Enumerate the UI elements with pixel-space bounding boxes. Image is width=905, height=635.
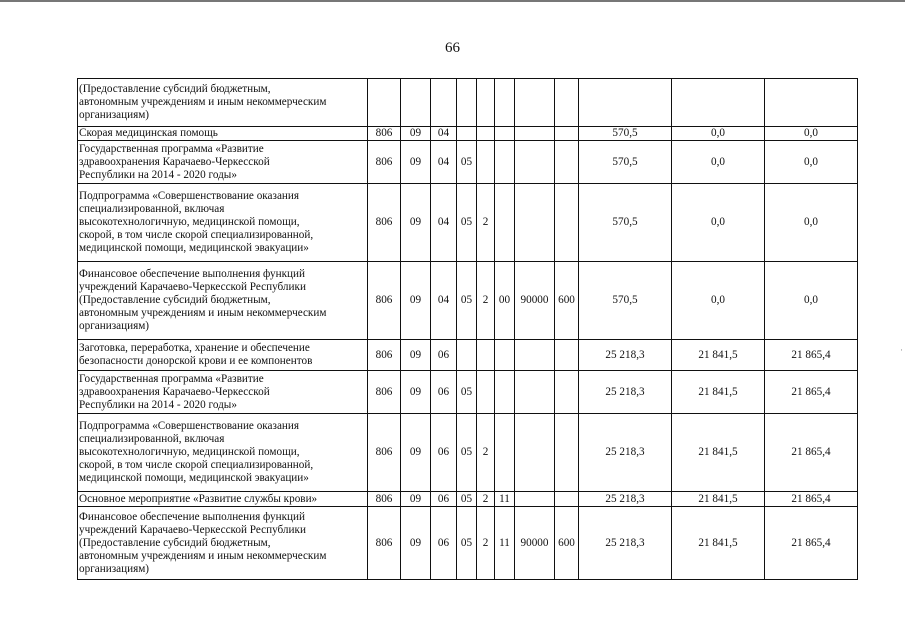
row-name-line: Финансовое обеспечение выполнения функций (79, 268, 306, 280)
row-name-line: Республики на 2014 - 2020 годы» (79, 168, 237, 181)
sum-year-1: 570,5 (579, 262, 672, 340)
code-rz: 09 (401, 414, 431, 492)
code-ved: 806 (368, 371, 401, 414)
sum-year-3: 21 865,4 (765, 414, 858, 492)
code-ved: 806 (368, 141, 401, 184)
code-rz: 09 (401, 340, 431, 371)
code-direction (515, 414, 555, 492)
scan-artifact: · (900, 345, 903, 355)
code-activity (495, 340, 515, 371)
sum-year-1: 570,5 (579, 141, 672, 184)
code-target-program (457, 127, 477, 141)
sum-year-3: 0,0 (765, 141, 858, 184)
row-name-line: Подпрограмма «Совершенствование оказания (79, 420, 300, 432)
code-expense-type (555, 492, 579, 507)
code-subprogram (477, 141, 495, 184)
code-direction: 90000 (515, 507, 555, 580)
sum-year-1: 25 218,3 (579, 414, 672, 492)
code-pr: 06 (431, 371, 457, 414)
code-target-program: 05 (457, 507, 477, 580)
sum-year-3: 21 865,4 (765, 371, 858, 414)
code-direction (515, 371, 555, 414)
row-name-line: Государственная программа «Развитие (79, 372, 264, 385)
sum-year-1 (579, 79, 672, 127)
row-name-line: безопасности донорской крови и ее компонентов (79, 355, 313, 367)
sum-year-2 (672, 79, 765, 127)
code-ved: 806 (368, 492, 401, 507)
code-ved: 806 (368, 507, 401, 580)
sum-year-1: 25 218,3 (579, 340, 672, 371)
row-name-line: Финансовое обеспечение выполнения функций (79, 510, 306, 523)
code-pr: 04 (431, 184, 457, 262)
sum-year-3: 0,0 (765, 262, 858, 340)
row-name-line: автономным учреждениям и иным некоммерческим (79, 549, 327, 562)
row-name-line: Государственная программа «Развитие (79, 142, 264, 155)
row-name-line: (Предоставление субсидий бюджетным, (79, 294, 271, 306)
row-name (78, 492, 368, 507)
code-target-program: 05 (457, 371, 477, 414)
budget-table (77, 78, 858, 580)
table-row (78, 184, 858, 262)
code-direction (515, 340, 555, 371)
code-expense-type (555, 127, 579, 141)
sum-year-2: 21 841,5 (672, 492, 765, 507)
row-name-line: здравоохранения Карачаево-Черкесской (79, 385, 270, 398)
sum-year-1: 25 218,3 (579, 492, 672, 507)
code-ved (368, 79, 401, 127)
code-rz: 09 (401, 127, 431, 141)
row-name-line: Заготовка, переработка, хранение и обеспечение (79, 342, 310, 354)
sum-year-2: 0,0 (672, 262, 765, 340)
code-expense-type (555, 79, 579, 127)
code-activity (495, 141, 515, 184)
code-activity: 11 (495, 507, 515, 580)
sum-year-2: 0,0 (672, 141, 765, 184)
row-name-line: автономным учреждениям и иным некоммерческим (79, 96, 327, 108)
row-name-line: организациям) (79, 109, 150, 121)
code-pr: 04 (431, 262, 457, 340)
code-ved: 806 (368, 262, 401, 340)
sum-year-3: 21 865,4 (765, 340, 858, 371)
code-ved: 806 (368, 340, 401, 371)
code-ved: 806 (368, 127, 401, 141)
code-rz: 09 (401, 184, 431, 262)
code-subprogram: 2 (477, 184, 495, 262)
row-name (78, 414, 368, 492)
code-subprogram (477, 340, 495, 371)
row-name-line: Основное мероприятие «Развитие службы крови» (79, 492, 318, 505)
sum-year-3 (765, 79, 858, 127)
code-rz: 09 (401, 507, 431, 580)
row-name (78, 184, 368, 262)
code-activity (495, 127, 515, 141)
row-name-line: высокотехнологичную, медицинской помощи, (79, 446, 300, 458)
table-row (78, 414, 858, 492)
code-expense-type (555, 414, 579, 492)
code-subprogram (477, 371, 495, 414)
row-name-line: (Предоставление субсидий бюджетным, (79, 536, 271, 549)
row-name-line: учреждений Карачаево-Черкесской Республики (79, 523, 306, 536)
code-direction (515, 184, 555, 262)
row-name-line: Республики на 2014 - 2020 годы» (79, 398, 237, 411)
code-rz (401, 79, 431, 127)
row-name-line: скорой, в том числе скорой специализированной, (79, 229, 314, 241)
sum-year-2: 0,0 (672, 127, 765, 141)
row-name-line: специализированной, включая (79, 203, 225, 215)
row-name (78, 79, 368, 127)
code-activity (495, 184, 515, 262)
sum-year-1: 25 218,3 (579, 371, 672, 414)
code-target-program (457, 340, 477, 371)
code-subprogram (477, 79, 495, 127)
code-target-program (457, 79, 477, 127)
sum-year-1: 25 218,3 (579, 507, 672, 580)
row-name (78, 127, 368, 141)
row-name (78, 262, 368, 340)
code-target-program: 05 (457, 141, 477, 184)
table-row (78, 492, 858, 507)
sum-year-2: 0,0 (672, 184, 765, 262)
table-row (78, 127, 858, 141)
code-pr: 06 (431, 507, 457, 580)
table-row (78, 507, 858, 580)
sum-year-3: 21 865,4 (765, 507, 858, 580)
row-name-line: (Предоставление субсидий бюджетным, (79, 83, 271, 95)
row-name (78, 141, 368, 184)
code-expense-type (555, 184, 579, 262)
table-row (78, 340, 858, 371)
sum-year-3: 0,0 (765, 184, 858, 262)
sum-year-3: 21 865,4 (765, 492, 858, 507)
code-subprogram: 2 (477, 262, 495, 340)
code-subprogram: 2 (477, 492, 495, 507)
table-row (78, 371, 858, 414)
code-rz: 09 (401, 492, 431, 507)
row-name-line: здравоохранения Карачаево-Черкесской (79, 155, 270, 168)
code-direction (515, 79, 555, 127)
code-target-program: 05 (457, 492, 477, 507)
code-target-program: 05 (457, 184, 477, 262)
code-expense-type (555, 340, 579, 371)
row-name-line: организациям) (79, 320, 150, 332)
table-row (78, 141, 858, 184)
code-rz: 09 (401, 141, 431, 184)
row-name-line: специализированной, включая (79, 433, 225, 445)
row-name-line: Скорая медицинская помощь (79, 127, 218, 139)
table-row (78, 79, 858, 127)
sum-year-3: 0,0 (765, 127, 858, 141)
row-name-line: учреждений Карачаево-Черкесской Республики (79, 281, 306, 293)
code-activity (495, 414, 515, 492)
code-direction (515, 127, 555, 141)
code-direction (515, 492, 555, 507)
row-name-line: Подпрограмма «Совершенствование оказания (79, 190, 300, 202)
row-name (78, 340, 368, 371)
code-pr: 04 (431, 127, 457, 141)
sum-year-2: 21 841,5 (672, 371, 765, 414)
row-name (78, 507, 368, 580)
code-target-program: 05 (457, 414, 477, 492)
code-direction: 90000 (515, 262, 555, 340)
code-rz: 09 (401, 371, 431, 414)
sum-year-1: 570,5 (579, 184, 672, 262)
code-pr: 06 (431, 492, 457, 507)
code-ved: 806 (368, 184, 401, 262)
code-activity (495, 79, 515, 127)
row-name-line: автономным учреждениям и иным некоммерческим (79, 307, 327, 319)
row-name-line: организациям) (79, 562, 150, 575)
code-subprogram (477, 127, 495, 141)
row-name-line: высокотехнологичную, медицинской помощи, (79, 216, 300, 228)
sum-year-2: 21 841,5 (672, 340, 765, 371)
code-target-program: 05 (457, 262, 477, 340)
sum-year-2: 21 841,5 (672, 507, 765, 580)
code-ved: 806 (368, 414, 401, 492)
code-activity: 00 (495, 262, 515, 340)
code-subprogram: 2 (477, 507, 495, 580)
code-subprogram: 2 (477, 414, 495, 492)
code-direction (515, 141, 555, 184)
code-expense-type (555, 141, 579, 184)
sum-year-2: 21 841,5 (672, 414, 765, 492)
code-expense-type (555, 371, 579, 414)
code-pr: 06 (431, 340, 457, 371)
code-pr: 04 (431, 141, 457, 184)
sum-year-1: 570,5 (579, 127, 672, 141)
row-name (78, 371, 368, 414)
code-expense-type: 600 (555, 262, 579, 340)
row-name-line: медицинской помощи, медицинской эвакуации» (79, 472, 309, 484)
code-expense-type: 600 (555, 507, 579, 580)
scan-top-border (0, 0, 905, 2)
code-activity: 11 (495, 492, 515, 507)
code-rz: 09 (401, 262, 431, 340)
page-number: 66 (445, 40, 460, 56)
row-name-line: скорой, в том числе скорой специализированной, (79, 459, 314, 471)
code-pr (431, 79, 457, 127)
table-row (78, 262, 858, 340)
code-pr: 06 (431, 414, 457, 492)
row-name-line: медицинской помощи, медицинской эвакуации» (79, 242, 309, 254)
code-activity (495, 371, 515, 414)
